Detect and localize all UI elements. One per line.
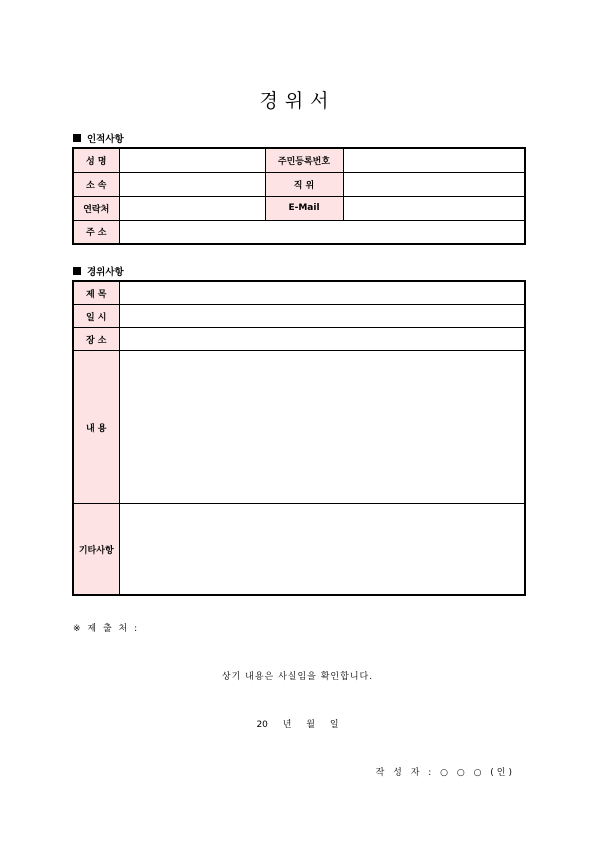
square-bullet-icon xyxy=(73,267,81,275)
submit-to-line: ※ 제 출 처 : xyxy=(73,624,140,634)
subject-label: 제 목 xyxy=(73,281,119,305)
etc-label: 기타사항 xyxy=(73,504,119,596)
date-line: 20 년 월 일 xyxy=(256,720,339,730)
document-title: 경위서 xyxy=(259,90,336,112)
resident-no-label: 주민등록번호 xyxy=(265,148,343,172)
address-field[interactable] xyxy=(119,220,525,244)
name-field[interactable] xyxy=(119,148,265,172)
contact-label: 연락처 xyxy=(73,196,119,220)
square-bullet-icon xyxy=(73,134,81,142)
author-signature-line: 작 성 자 : ○ ○ ○ (인) xyxy=(375,768,515,778)
personal-heading-text: 인적사항 xyxy=(87,134,124,145)
personal-info-table xyxy=(72,147,526,245)
incident-heading-text: 경위사항 xyxy=(87,267,124,278)
content-field[interactable] xyxy=(119,351,525,504)
email-field[interactable] xyxy=(343,196,525,220)
contact-field[interactable] xyxy=(119,196,265,220)
place-field[interactable] xyxy=(119,328,525,351)
datetime-field[interactable] xyxy=(119,305,525,328)
personal-section-heading xyxy=(73,131,124,145)
etc-field[interactable] xyxy=(119,504,525,596)
name-label: 성 명 xyxy=(73,148,119,172)
confirmation-statement: 상기 내용은 사실임을 확인합니다. xyxy=(221,672,374,682)
resident-no-field[interactable] xyxy=(343,148,525,172)
place-label: 장 소 xyxy=(73,328,119,351)
position-label: 직 위 xyxy=(265,172,343,196)
incident-table xyxy=(72,280,526,596)
content-label: 내 용 xyxy=(73,351,119,504)
datetime-label: 일 시 xyxy=(73,305,119,328)
email-label: E-Mail xyxy=(265,196,343,220)
incident-section-heading xyxy=(73,264,124,278)
address-label: 주 소 xyxy=(73,220,119,244)
subject-field[interactable] xyxy=(119,281,525,305)
affiliation-label: 소 속 xyxy=(73,172,119,196)
position-field[interactable] xyxy=(343,172,525,196)
affiliation-field[interactable] xyxy=(119,172,265,196)
